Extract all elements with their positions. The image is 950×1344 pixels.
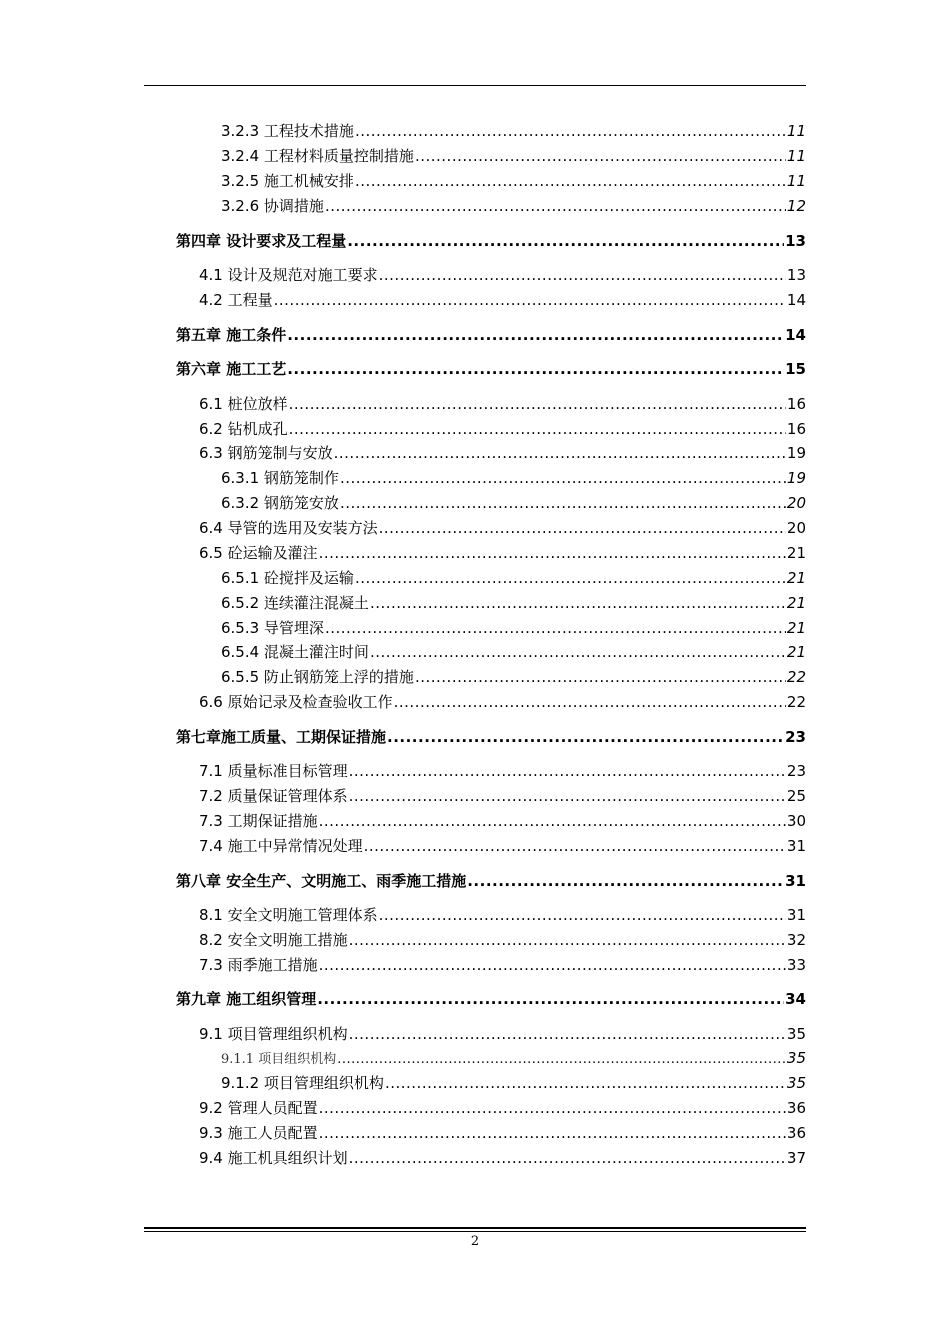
toc-entry-label: 3.2.6 协调措施 [221,197,324,215]
toc-entry-page: 16 [786,395,806,413]
toc-entry-page: 35 [786,1049,806,1067]
toc-leader [349,1147,786,1169]
toc-entry[interactable] [199,810,806,832]
toc-entry[interactable] [221,170,806,192]
toc-entry-label: 6.4 导管的选用及安装方法 [199,519,378,537]
toc-leader [289,393,786,415]
toc-leader [349,929,786,951]
toc-entry[interactable] [221,195,806,217]
toc-entry-label: 8.2 安全文明施工措施 [199,931,348,949]
toc-entry-page: 35 [786,1025,806,1043]
toc-entry-label: 6.3.2 钢筋笼安放 [221,494,339,512]
toc-entry[interactable] [199,1122,806,1144]
toc-entry-page: 20 [786,519,806,537]
toc-leader [370,592,786,614]
toc-leader [349,1023,786,1045]
toc-entry-page: 36 [786,1099,806,1117]
toc-leader [415,145,786,167]
toc-entry-page: 21 [786,619,806,637]
toc-leader [379,517,786,539]
toc-entry-page: 16 [786,420,806,438]
toc-entry[interactable] [221,467,806,489]
toc-entry-label: 9.2 管理人员配置 [199,1099,318,1117]
page-number: 2 [470,1234,480,1249]
toc-entry-page: 32 [786,931,806,949]
toc-entry-page: 33 [786,956,806,974]
toc-entry-page: 35 [786,1074,806,1092]
toc-entry-page: 11 [786,147,806,165]
toc-entry-label: 4.2 工程量 [199,291,273,309]
toc-entry-label: 6.6 原始记录及检查验收工作 [199,693,393,711]
toc-entry[interactable] [221,567,806,589]
toc-entry[interactable] [221,492,806,514]
toc-entry-label: 7.2 质量保证管理体系 [199,787,348,805]
toc-entry[interactable] [199,1147,806,1169]
toc-entry-label: 3.2.4 工程材料质量控制措施 [221,147,414,165]
toc-entry-page: 21 [786,544,806,562]
toc-entry[interactable] [199,691,806,713]
toc-entry-page: 19 [786,469,806,487]
toc-entry[interactable] [221,145,806,167]
toc-entry-page: 13 [785,232,806,250]
toc-leader [319,1122,786,1144]
toc-entry-page: 21 [786,594,806,612]
toc-entry-page: 11 [786,172,806,190]
toc-leader [337,1049,786,1069]
toc-entry[interactable] [221,666,806,688]
toc-entry-label: 第八章 安全生产、文明施工、雨季施工措施 [176,872,467,890]
toc-entry[interactable] [199,542,806,564]
toc-entry-page: 37 [786,1149,806,1167]
toc-entry-page: 14 [785,326,806,344]
footer-rule [144,1227,806,1229]
toc-leader [349,760,786,782]
toc-leader [355,170,786,192]
toc-leader [274,289,786,311]
toc-entry[interactable] [199,929,806,951]
toc-entry-page: 11 [786,122,806,140]
toc-chapter-entry[interactable] [176,988,806,1010]
toc-entry-label: 6.5.4 混凝土灌注时间 [221,643,369,661]
toc-leader [355,120,786,142]
toc-entry-label: 6.2 钻机成孔 [199,420,288,438]
toc-entry[interactable] [199,785,806,807]
toc-entry-page: 22 [786,693,806,711]
toc-entry-page: 31 [786,837,806,855]
toc-entry-label: 9.4 施工机具组织计划 [199,1149,348,1167]
toc-entry-page: 15 [785,360,806,378]
toc-entry-label: 第九章 施工组织管理 [176,990,317,1008]
toc-entry[interactable] [221,120,806,142]
toc-entry[interactable] [221,617,806,639]
toc-leader [394,691,786,713]
toc-leader [319,542,786,564]
toc-entry-label: 6.1 桩位放样 [199,395,288,413]
toc-leader [289,418,786,440]
toc-entry-label: 第七章施工质量、工期保证措施 [176,728,387,746]
toc-entry-page: 21 [786,643,806,661]
toc-entry[interactable] [199,1097,806,1119]
toc-entry-label: 6.3 钢筋笼制与安放 [199,444,333,462]
toc-entry-page: 31 [785,872,806,890]
toc-entry-label: 6.5.2 连续灌注混凝土 [221,594,369,612]
toc-chapter-entry[interactable] [176,358,806,380]
toc-entry[interactable] [199,1023,806,1045]
toc-entry-page: 30 [786,812,806,830]
toc-entry-page: 21 [786,569,806,587]
toc-entry-page: 22 [786,668,806,686]
toc-leader [325,617,786,639]
toc-entry-label: 9.1.1 项目组织机构 [221,1052,337,1067]
toc-entry-label: 6.5 砼运输及灌注 [199,544,318,562]
toc-chapter-entry[interactable] [176,230,806,252]
toc-entry-label: 3.2.5 施工机械安排 [221,172,354,190]
toc-leader [355,567,786,589]
toc-chapter-entry[interactable] [176,324,806,346]
toc-leader [317,988,784,1010]
toc-entry[interactable] [199,442,806,464]
toc-entry-page: 20 [786,494,806,512]
toc-leader [319,1097,786,1119]
toc-entry[interactable] [199,418,806,440]
toc-leader [370,641,786,663]
toc-leader [340,492,786,514]
toc-entry[interactable] [199,835,806,857]
toc-entry-page: 13 [786,266,806,284]
toc-entry-label: 7.3 雨季施工措施 [199,956,318,974]
toc-entry-label: 第四章 设计要求及工程量 [176,232,347,250]
toc-leader [340,467,786,489]
toc-entry-page: 34 [785,990,806,1008]
toc-entry[interactable] [199,517,806,539]
toc-entry[interactable] [199,289,806,311]
toc-entry-label: 4.1 设计及规范对施工要求 [199,266,378,284]
toc-entry-page: 25 [786,787,806,805]
toc-entry-label: 9.1 项目管理组织机构 [199,1025,348,1043]
toc-leader [385,1072,786,1094]
toc-entry-label: 9.1.2 项目管理组织机构 [221,1074,384,1092]
toc-entry-page: 19 [786,444,806,462]
toc-leader [347,230,784,252]
toc-entry-page: 31 [786,906,806,924]
toc-entry-label: 6.3.1 钢筋笼制作 [221,469,339,487]
toc-entry-page: 23 [786,762,806,780]
toc-entry-label: 6.5.1 砼搅拌及运输 [221,569,354,587]
toc-entry-label: 7.3 工期保证措施 [199,812,318,830]
toc-leader [334,442,786,464]
toc-entry-label: 第六章 施工工艺 [176,360,287,378]
toc-entry-label: 6.5.3 导管埋深 [221,619,324,637]
toc-entry-label: 6.5.5 防止钢筋笼上浮的措施 [221,668,414,686]
toc-entry-page: 36 [786,1124,806,1142]
toc-entry-label: 7.1 质量标准目标管理 [199,762,348,780]
toc-entry[interactable] [199,264,806,286]
toc-leader [379,264,786,286]
toc-leader [287,324,784,346]
toc-leader [364,835,786,857]
toc-leader [415,666,786,688]
toc-entry[interactable] [199,954,806,976]
toc-chapter-entry[interactable] [176,870,806,892]
toc-entry[interactable] [199,393,806,415]
toc-leader [349,785,786,807]
toc-entry-label: 8.1 安全文明施工管理体系 [199,906,378,924]
header-rule [144,85,806,86]
toc-entry-label: 7.4 施工中异常情况处理 [199,837,363,855]
toc-entry-label: 9.3 施工人员配置 [199,1124,318,1142]
toc-leader [387,726,784,748]
toc-entry-page: 23 [785,728,806,746]
toc-entry[interactable] [199,904,806,926]
toc-leader [467,870,784,892]
toc-entry[interactable] [199,760,806,782]
toc-chapter-entry[interactable] [176,726,806,748]
toc-leader [325,195,786,217]
toc-entry[interactable] [221,641,806,663]
toc-entry[interactable] [221,1072,806,1094]
toc-entry[interactable] [221,1047,806,1069]
toc-entry-label: 3.2.3 工程技术措施 [221,122,354,140]
toc-leader [287,358,784,380]
toc-entry[interactable] [221,592,806,614]
toc-entry-page: 14 [786,291,806,309]
toc-leader [319,954,786,976]
toc-entry-page: 12 [786,197,806,215]
toc-entry-label: 第五章 施工条件 [176,326,287,344]
footer-rule [144,1231,806,1232]
toc-leader [319,810,786,832]
toc-leader [379,904,786,926]
